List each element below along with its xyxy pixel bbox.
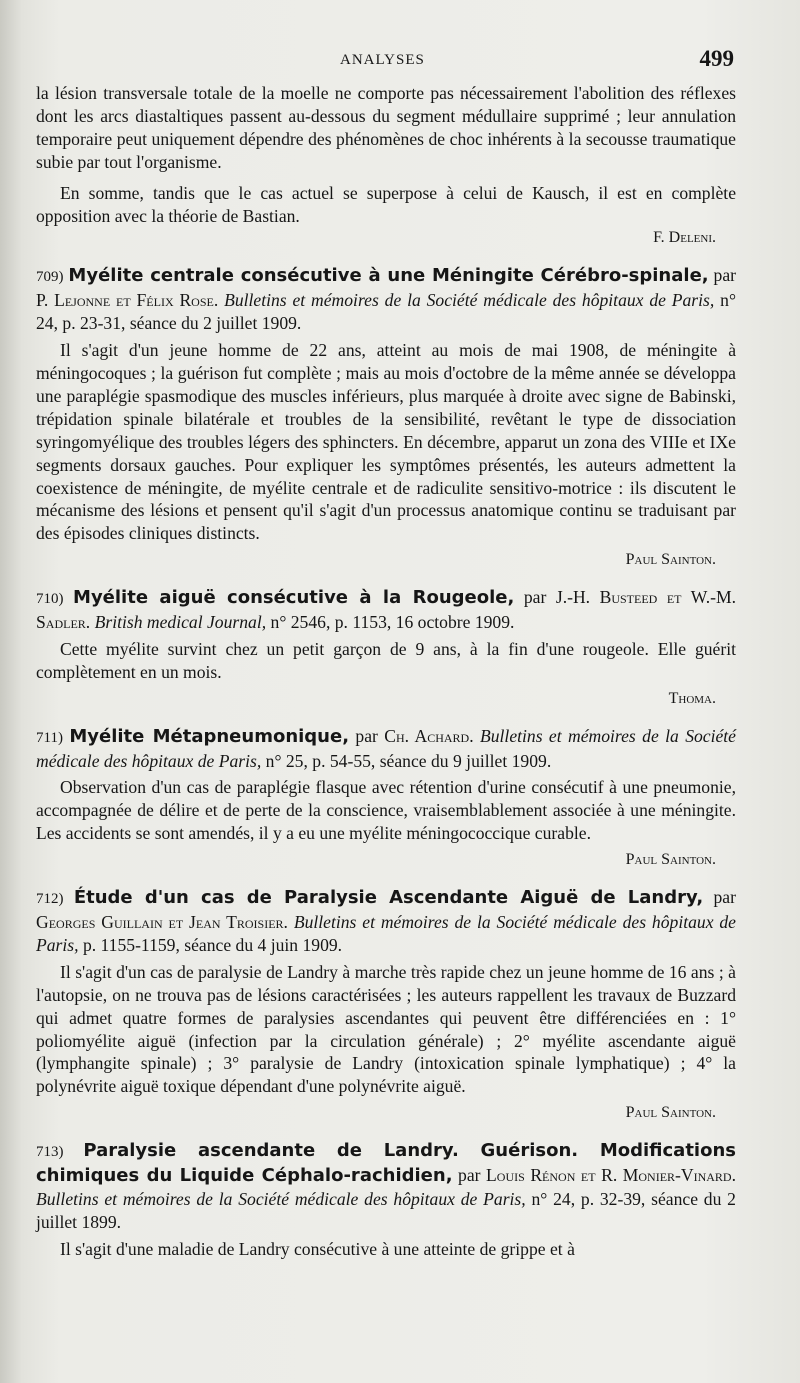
running-title: ANALYSES — [340, 52, 425, 68]
entry-number: 709) — [36, 269, 64, 286]
entry-title: Myélite centrale consécutive à une Méningite Cérébro-spinale, — [68, 265, 709, 287]
abstract-entry — [36, 886, 736, 1125]
abstract-entry — [36, 586, 736, 711]
entry-title: Étude d'un cas de Paralysie Ascendante Aiguë de Landry, — [73, 887, 704, 909]
entry-title: Myélite Métapneumonique, — [69, 725, 350, 747]
entry-journal: Bulletins et mémoires de la Société médicale des hôpitaux de Paris, — [36, 725, 736, 771]
entry-signature: Thoma. — [668, 689, 716, 707]
entry-signature: Paul Sainton. — [625, 551, 716, 569]
entry-number: 712) — [36, 891, 64, 908]
entry-authors-prefix: par — [514, 587, 556, 608]
entry-body: Il s'agit d'un jeune homme de 22 ans, atteint au mois de mai 1908, de méningite à méningocoques ; la guérison fut complète ; mais au mois d'octobre de la même année se développa une paraplégie spasmodique des muscles inférieurs, plus marquée à droite avec signe de Babinski, trépidation spinale bilatérale et troubles de la sensibilité, revêtant le type de dissociation syringomyélique des troubles légers des sphincters. En décembre, apparut un zona des VIIIe et IXe segments dorsaux gauches. Pour expliquer les symptômes présentés, les auteurs admettent la coexistence de méningite, de myélite centrale et de radiculite sensitivo-motrice : ils discutent le mécanisme des lésions et pensent qu'il s'agit d'un processus anatomique continu se traduisant par des épisodes cliniques distincts. — [36, 340, 736, 544]
intro-signature: F. Deleni. — [653, 229, 716, 247]
entry-number: 710) — [36, 591, 64, 608]
entry-body: Cette myélite survint chez un petit garçon de 9 ans, à la fin d'une rougeole. Elle guérit complètement en un mois. — [36, 638, 736, 682]
entry-reference: n° 24, p. 23-31, séance du 2 juillet 1909. — [36, 290, 736, 334]
entry-journal: Bulletins et mémoires de la Société médicale des hôpitaux de Paris, — [224, 290, 715, 311]
entry-authors: Georges Guillain et Jean Troisier. — [36, 912, 288, 932]
abstract-entry — [36, 725, 736, 872]
entry-authors: P. Lejonne et Félix Rose. — [36, 290, 219, 311]
entry-reference: n° 24, p. 32-39, séance du 2 juillet 1899. — [36, 1188, 736, 1232]
abstract-entry — [36, 1139, 736, 1261]
entry-journal: British medical Journal, — [94, 612, 267, 633]
entry-authors-prefix: par — [713, 265, 736, 286]
intro-conclusion: En somme, tandis que le cas actuel se superpose à celui de Kausch, il est en complète opposition avec la théorie de Bastian. — [36, 182, 736, 226]
entry-reference: n° 25, p. 54-55, séance du 9 juillet 1909. — [265, 750, 552, 771]
entry-number: 711) — [36, 729, 63, 746]
abstract-entry — [36, 264, 736, 572]
entry-authors: J.-H. Busteed et W.-M. Sadler. — [36, 587, 737, 633]
page-number: 499 — [699, 46, 734, 71]
entry-authors: Louis Rénon et R. Monier-Vinard. — [486, 1165, 736, 1186]
entry-number: 713) — [36, 1144, 64, 1161]
page-header — [0, 46, 800, 76]
entry-authors-prefix: par — [452, 1165, 487, 1186]
entry-body: Il s'agit d'une maladie de Landry consécutive à une atteinte de grippe et à — [60, 1238, 575, 1259]
entry-authors: Ch. Achard. — [384, 725, 474, 746]
entry-title: Myélite aiguë consécutive à la Rougeole, — [73, 587, 515, 609]
entry-reference: p. 1155-1159, séance du 4 juin 1909. — [82, 934, 343, 955]
entry-signature: Paul Sainton. — [625, 1104, 716, 1122]
entry-body: Observation d'un cas de paraplégie flasque avec rétention d'urine consécutif à une pneumonie, accompagnée de délire et de perte de la conscience, vraisemblablement associée à une méningite. Les accidents se sont amendés, il y a eu une myélite méningococcique curable. — [36, 777, 736, 844]
entry-reference: n° 2546, p. 1153, 16 octobre 1909. — [270, 612, 515, 633]
entry-journal: Bulletins et mémoires de la Société médicale des hôpitaux de Paris, — [36, 1188, 526, 1209]
entry-authors-prefix: par — [349, 725, 385, 746]
entry-body: Il s'agit d'un cas de paralysie de Landry à marche très rapide chez un jeune homme de 16 ans ; à l'autopsie, on ne trouva pas de lésions caractérisées ; les auteurs rappellent les travaux de Buzzard qui admet quatre formes de paralysies ascendantes qui peuvent être différenciées en : 1° poliomyélite aiguë (infection par la circulation générale) ; 2° myélite ascendante aiguë (lymphangite spinale) ; 3° paralysie de Landry (intoxication spinale lymphatique) ; 4° la polynévrite aiguë toxique dépendant d'une polynévrite aiguë. — [36, 961, 736, 1097]
page-content — [36, 82, 736, 1261]
entry-authors-prefix: par — [703, 887, 736, 908]
entry-signature: Paul Sainton. — [625, 851, 716, 869]
entry-journal: Bulletins et mémoires de la Société médicale des hôpitaux de Paris, — [36, 912, 736, 955]
intro-paragraph: la lésion transversale totale de la moelle ne comporte pas nécessairement l'abolition des réflexes dont les arcs diastaltiques passent au-dessous du segment médullaire supprimé ; leur annulation temporaire peut uniquement dépendre des phénomènes de choc inhérents à la secousse traumatique subie par tout l'organisme. — [36, 83, 736, 172]
entry-title: Paralysie ascendante de Landry. Guérison. Modifications chimiques du Liquide Céphalo-rachidien, — [36, 1140, 736, 1187]
